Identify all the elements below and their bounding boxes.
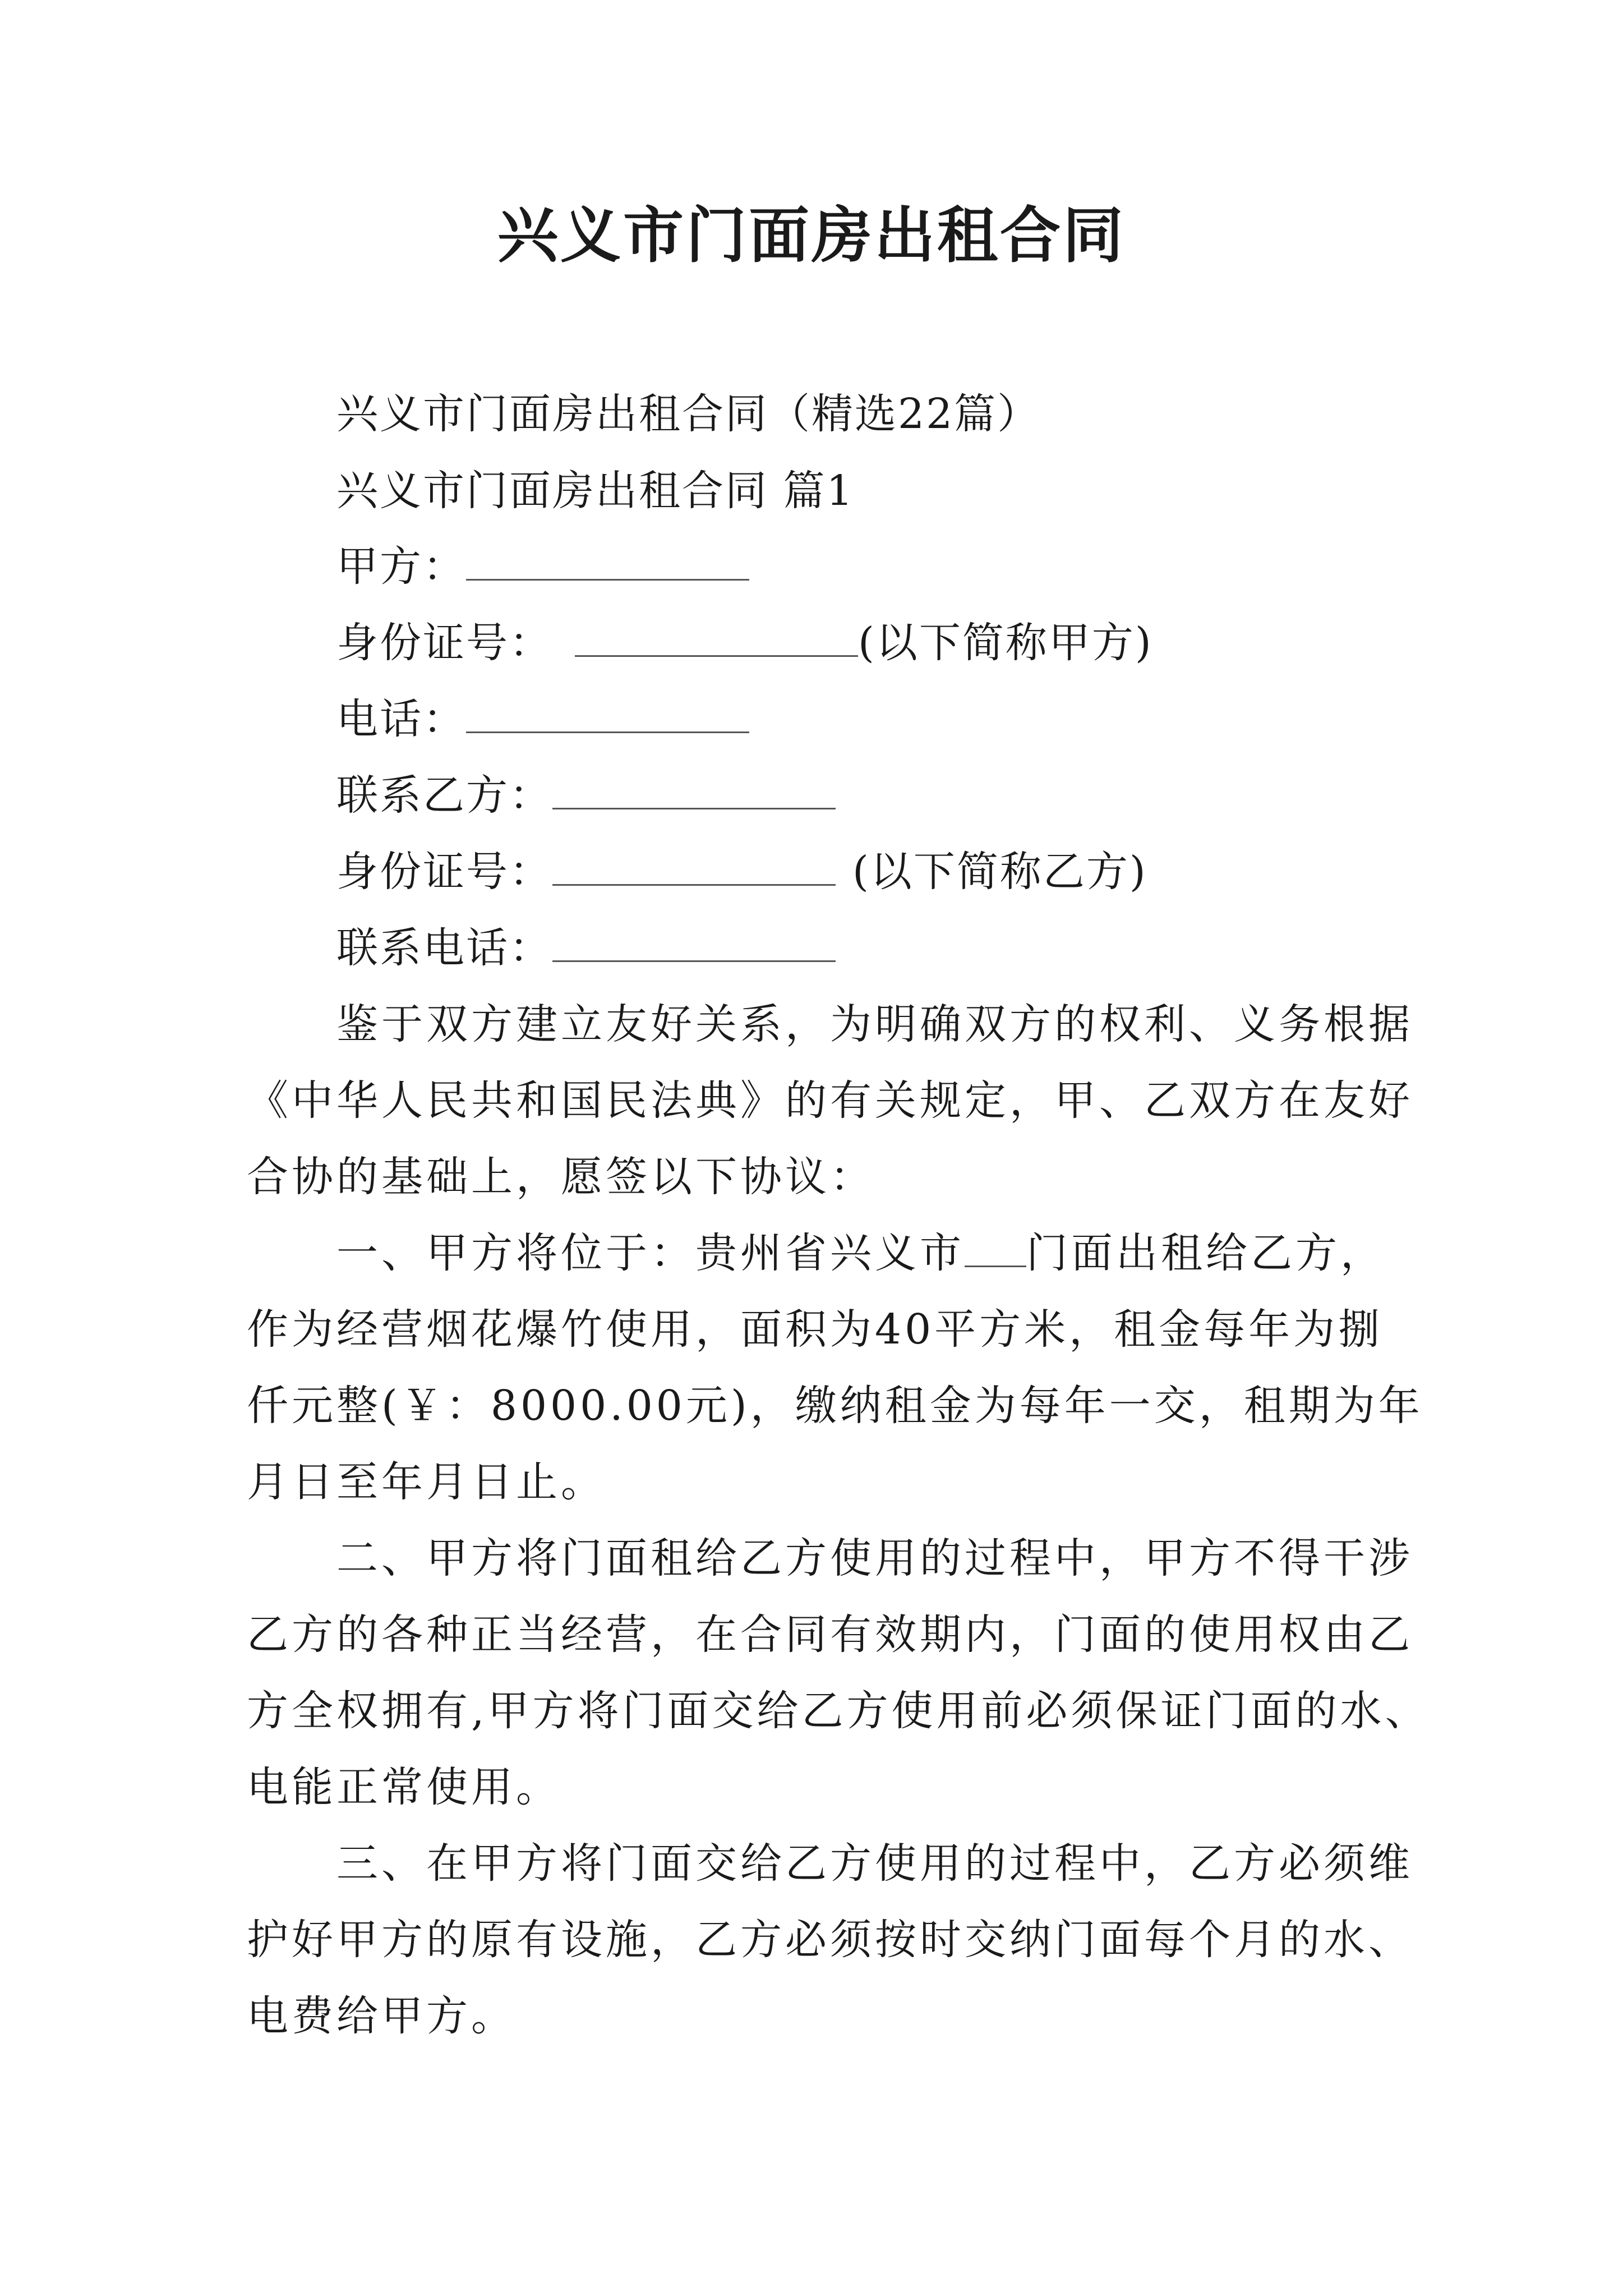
- field-party-b-id: [336, 844, 1147, 900]
- section-heading: 兴义市门面房出租合同 篇1: [336, 467, 855, 515]
- clause3-line: 护好甲方的原有设施，乙方必须按时交纳门面每个月的水、: [247, 1916, 1413, 1964]
- fill-blank: [552, 773, 836, 809]
- clause2-line: 方全权拥有,甲方将门面交给乙方使用前必须保证门面的水、: [247, 1687, 1430, 1735]
- field-label: 身份证号：: [336, 619, 552, 667]
- field-label: 联系乙方：: [336, 771, 552, 820]
- clause1-text: 门面出租给乙方，: [1026, 1229, 1385, 1277]
- preamble-line: 合协的基础上，愿签以下协议：: [247, 1153, 875, 1201]
- document-subtitle: 兴义市门面房出租合同（精选22篇）: [336, 390, 1041, 438]
- fill-blank: [466, 544, 749, 581]
- clause1-text: 一、甲方将位于：贵州省兴义市: [336, 1229, 965, 1277]
- clause2-line: 二、甲方将门面租给乙方使用的过程中，甲方不得干涉: [336, 1534, 1413, 1582]
- clause1-line: [336, 1225, 1385, 1281]
- fill-blank: [552, 849, 836, 886]
- clause1-line: 月日至年月日止。: [247, 1458, 606, 1506]
- field-party-a-phone: [336, 691, 749, 747]
- preamble-line: 鉴于双方建立友好关系，为明确双方的权利、义务根据: [336, 1000, 1413, 1048]
- field-party-b: [336, 767, 836, 823]
- clause3-line: 电费给甲方。: [247, 1992, 516, 2040]
- field-suffix: (以下简称甲方): [858, 619, 1153, 667]
- clause3-line: 三、在甲方将门面交给乙方使用的过程中，乙方必须维: [336, 1839, 1413, 1888]
- field-suffix: (以下简称乙方): [852, 848, 1147, 896]
- clause2-line: 乙方的各种正当经营，在合同有效期内，门面的使用权由乙: [247, 1611, 1413, 1659]
- field-party-b-phone: [336, 920, 836, 976]
- field-label: 联系电话：: [336, 924, 552, 972]
- field-label: 电话：: [336, 695, 466, 743]
- field-label: 甲方：: [336, 542, 466, 591]
- clause1-line: 仟元整(￥：8000.00元)，缴纳租金为每年一交，租期为年: [247, 1382, 1423, 1430]
- field-party-a-id: [336, 615, 1153, 671]
- fill-blank: [575, 620, 858, 657]
- clause1-line: 作为经营烟花爆竹使用，面积为40平方米，租金每年为捌: [247, 1305, 1384, 1354]
- field-label: 身份证号：: [336, 848, 552, 896]
- field-party-a: [336, 539, 749, 595]
- fill-blank: [965, 1231, 1026, 1267]
- fill-blank: [552, 926, 836, 962]
- document-title: 兴义市门面房出租合同: [497, 200, 1126, 271]
- preamble-line: 《中华人民共和国民法典》的有关规定，甲、乙双方在友好: [247, 1076, 1413, 1125]
- fill-blank: [466, 697, 749, 733]
- clause2-line: 电能正常使用。: [247, 1763, 561, 1811]
